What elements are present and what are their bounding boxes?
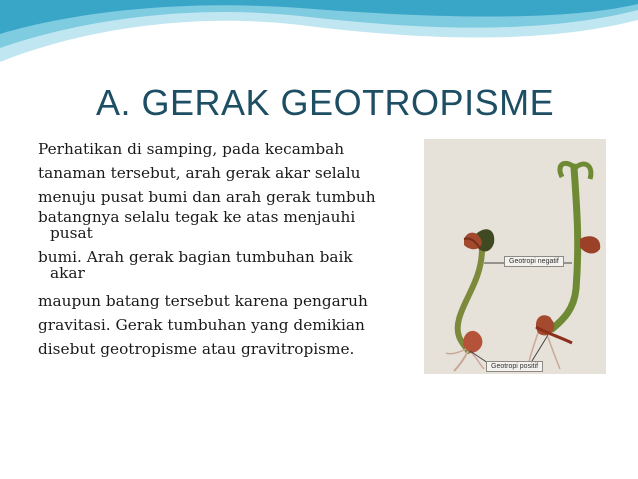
text-line-continuation: akar bbox=[50, 264, 85, 282]
seedling-photo bbox=[424, 139, 606, 374]
text-line: menuju pusat bumi dan arah gerak tumbuh bbox=[38, 188, 376, 206]
text-line: disebut geotropisme atau gravitropisme. bbox=[38, 340, 355, 358]
slide-title: A. GERAK GEOTROPISME bbox=[96, 82, 555, 123]
body-text bbox=[38, 137, 418, 361]
label-geotropi-negatif: Geotropi negatif bbox=[504, 256, 564, 267]
text-line: Perhatikan di samping, pada kecambah bbox=[38, 140, 345, 158]
text-line-continuation: pusat bbox=[50, 224, 93, 242]
text-line: gravitasi. Gerak tumbuhan yang demikian bbox=[38, 316, 365, 334]
text-line: tanaman tersebut, arah gerak akar selalu bbox=[38, 164, 361, 182]
text-line-main: batangnya selalu tegak ke atas menjauhi bbox=[38, 208, 356, 226]
header-wave-decoration bbox=[0, 0, 638, 80]
text-line bbox=[38, 209, 418, 241]
text-line: maupun batang tersebut karena pengaruh bbox=[38, 292, 368, 310]
text-line bbox=[38, 249, 418, 281]
label-geotropi-positif: Geotropi positif bbox=[486, 361, 543, 372]
text-line-main: bumi. Arah gerak bagian tumbuhan baik bbox=[38, 248, 353, 266]
